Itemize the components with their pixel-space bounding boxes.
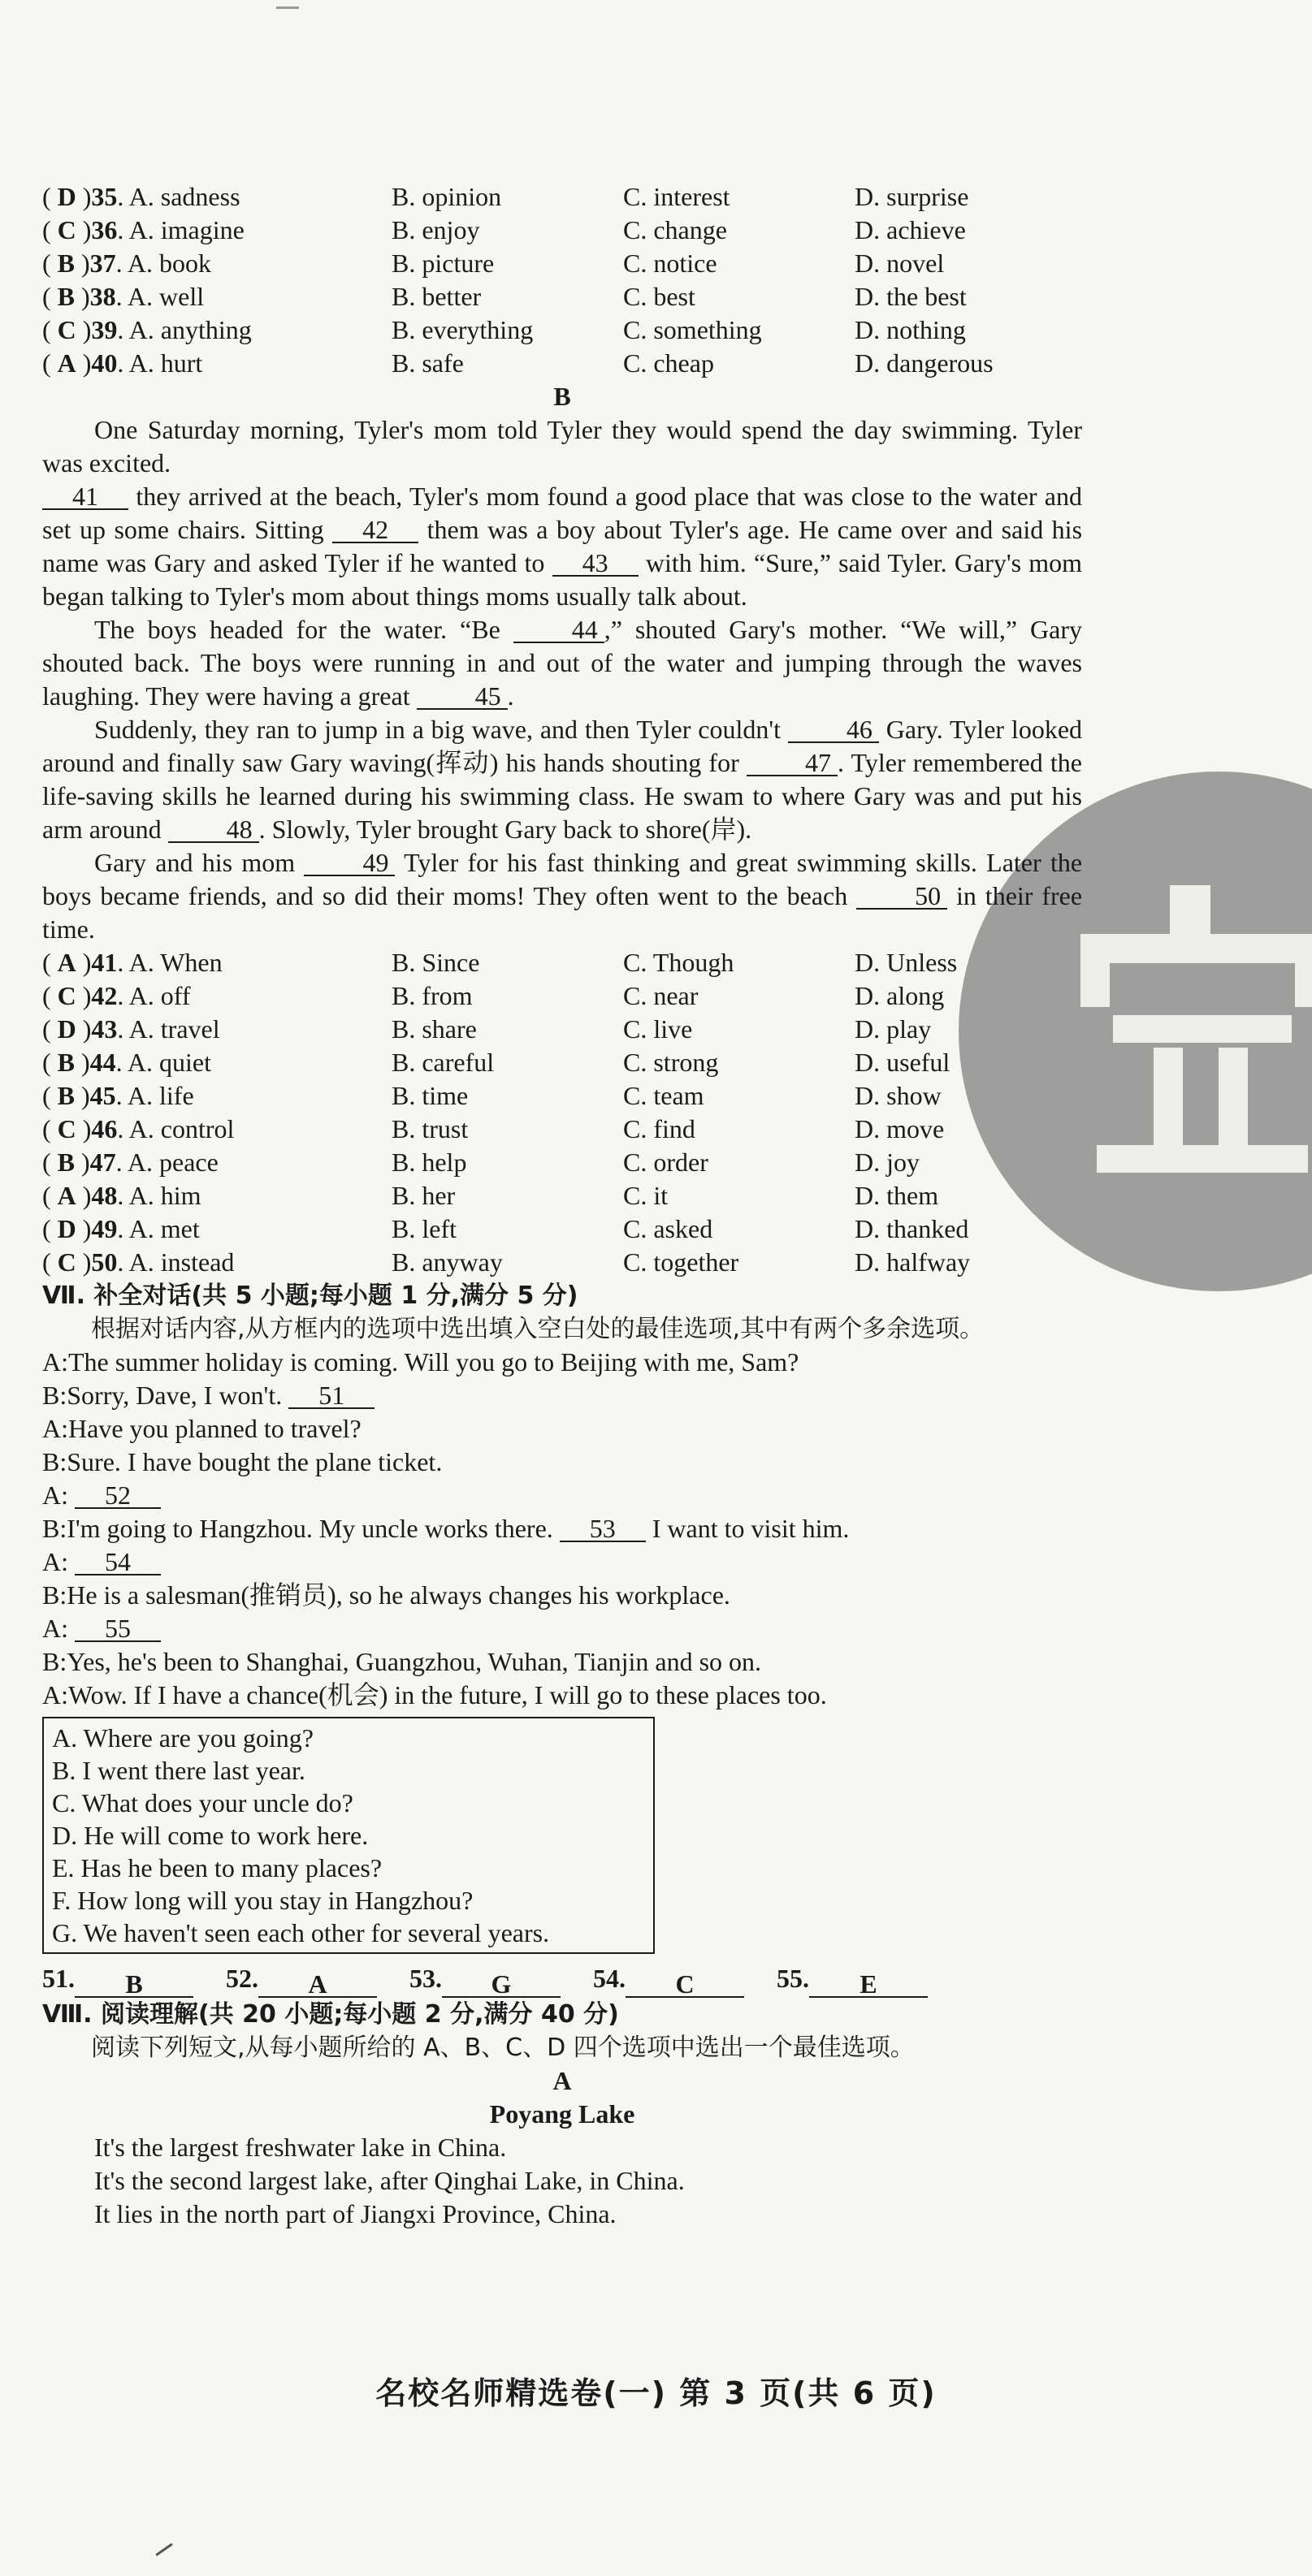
option-b[interactable]: B. everything [392,315,534,344]
passage-b-paragraph-4: Suddenly, they ran to jump in a big wave, and then Tyler couldn't 46 Gary. Tyler looked around and finally saw Gary waving(挥动) his hands shouting for 47 . Tyler remembered the life-saving skills he learned during his swimming class. He swam to where Gary was and put his arm around 48 . Slowly, Tyler brought Gary back to shore(岸). [42,715,1083,844]
question-row [42,1246,1082,1279]
cloze-b-options [42,946,1082,1279]
option-b[interactable]: B. help [392,1148,467,1177]
question-num: 46 [91,1114,118,1143]
dialogue-blank[interactable]: 52 [75,1483,161,1509]
paren-open: ( [42,948,58,977]
passage-b-paragraph-1: One Saturday morning, Tyler's mom told Tyler they would spend the day swimming. Tyler was excited. [42,415,1082,478]
pen-mark [155,2543,172,2556]
paren-close: ) [76,215,92,244]
option-c[interactable]: C. cheap [623,348,714,378]
question-num: 37 [89,249,116,278]
dialogue-line [42,1379,1082,1412]
dialogue-option: D. He will come to work here. [52,1821,369,1850]
question-row [42,1146,1082,1179]
answer-letter: C [57,1247,76,1277]
option-b[interactable]: B. safe [392,348,464,378]
answer-letter: A [57,948,76,977]
answer-number: 55. [777,1964,809,1993]
dialogue-option: B. I went there last year. [52,1756,305,1785]
question-number [42,347,202,380]
answer-letter: D [57,1014,76,1044]
options-box [42,1717,655,1954]
question-number [42,946,223,979]
option-c[interactable]: C. together [623,1247,739,1277]
dot: . [117,315,129,344]
option-b[interactable]: B. opinion [392,182,502,211]
blank-41[interactable]: 41 [42,484,128,510]
option-d[interactable]: D. achieve [855,215,966,244]
option-a[interactable]: A. instead [128,1247,235,1277]
question-num: 39 [91,315,118,344]
option-a[interactable]: A. imagine [128,215,245,244]
dialogue-line [42,1479,1082,1512]
passage-line: It's the largest freshwater lake in China. [94,2133,507,2162]
paren-close: ) [76,981,92,1010]
question-number [42,1179,201,1212]
question-num: 36 [91,215,118,244]
option-b[interactable]: B. enjoy [392,215,480,244]
question-num: 48 [91,1181,118,1210]
dialogue-line [42,1645,1082,1679]
option-c[interactable]: C. notice [623,249,717,278]
dialogue-text: A: [42,1614,68,1643]
option-a[interactable]: A. quiet [127,1048,211,1077]
blank-49[interactable]: 49 [304,850,395,876]
question-row [42,214,1082,247]
paren-open: ( [42,1148,58,1177]
question-row [42,347,1082,380]
answer-letter: C [57,981,76,1010]
dialogue-line [42,1346,1082,1379]
paren-close: ) [75,1081,90,1110]
question-num: 49 [91,1214,118,1243]
dialogue-blank[interactable]: 53 [560,1516,646,1542]
dialogue-text: A:The summer holiday is coming. Will you go to Beijing with me, Sam? [42,1347,799,1377]
dialogue-line [42,1679,1082,1712]
page-footer: 名校名师精选卷(一) 第 3 页(共 6 页) [375,2375,937,2411]
dot: . [115,1081,128,1110]
option-d[interactable]: D. novel [855,249,945,278]
paren-open: ( [42,1014,58,1044]
answer-blank[interactable]: B [75,1972,193,1998]
answer-number: 51. [42,1964,75,1993]
option-c[interactable]: C. something [623,315,762,344]
passage-b-paragraph-2: 41 they arrived at the beach, Tyler's mom found a good place that was close to the water and set up some chairs. Sitting 42 them was a boy about Tyler's age. He came over and said his name was Gary and asked Tyler if he wanted to 43 with him. “Sure,” said Tyler. Gary's mom began talking to Tyler's mom about things moms usually talk about. [42,482,1083,611]
passage-b-heading: B [553,382,571,411]
question-number [42,280,204,313]
paren-close: ) [76,348,92,378]
paren-open: ( [42,1247,58,1277]
option-c[interactable]: C. strong [623,1048,719,1077]
dialogue-text: B:He is a salesman(推销员), so he always changes his workplace. [42,1580,730,1610]
paren-close: ) [76,182,92,211]
dialogue-blank[interactable]: 51 [288,1383,375,1409]
dialogue-line [42,1446,1082,1479]
option-b[interactable]: B. picture [392,249,495,278]
answer-letter: D [57,1214,76,1243]
dot: . [115,1148,128,1177]
dialogue-text: B:Yes, he's been to Shanghai, Guangzhou, Wuhan, Tianjin and so on. [42,1647,762,1676]
paren-close: ) [75,249,90,278]
reading-a-heading: A [552,2066,572,2095]
option-a[interactable]: A. sadness [128,182,240,211]
section-7-title: Ⅶ. 补全对话(共 5 小题;每小题 1 分,满分 5 分) [42,1282,578,1310]
dot: . [115,1048,128,1077]
dialogue-text-after: I want to visit him. [652,1514,850,1543]
paren-close: ) [75,282,90,311]
answer-letter: B [57,1081,75,1110]
passage-title: Poyang Lake [489,2099,635,2129]
question-number [42,979,191,1013]
question-row [42,1079,1082,1113]
option-a[interactable]: A. him [128,1181,201,1210]
dialogue-line [42,1545,1082,1579]
dialogue-option: G. We haven't seen each other for several years. [52,1918,550,1947]
passage-b-paragraph-3: The boys headed for the water. “Be 44 ,” shouted Gary's mother. “We will,” Gary shouted back. The boys were running in and out of the water and jumping through the waves laughing. They were having a great 45 . [42,615,1083,711]
paren-close: ) [76,315,92,344]
option-c[interactable]: C. Though [623,948,734,977]
reading-passage [42,2131,1082,2231]
question-number [42,313,252,347]
dot: . [117,348,129,378]
option-b[interactable]: B. anyway [392,1247,503,1277]
paren-close: ) [76,1247,92,1277]
answer-item [409,1959,561,1998]
option-a[interactable]: A. met [128,1214,200,1243]
blank-46[interactable]: 46 [788,717,879,743]
option-c[interactable]: C. asked [623,1214,713,1243]
option-c[interactable]: C. it [623,1181,669,1210]
answer-letter: A [57,1181,76,1210]
paren-open: ( [42,1214,58,1243]
blank-45[interactable]: 45 [417,684,508,710]
question-number [42,1079,194,1113]
option-d[interactable]: D. along [855,981,945,1010]
dialogue-line [42,1512,1082,1545]
answer-item [42,1959,193,1998]
dialogue-text: B:Sorry, Dave, I won't. [42,1381,283,1410]
question-number [42,1113,234,1146]
paren-close: ) [75,1148,90,1177]
question-num: 43 [91,1014,118,1044]
answer-letter: B [57,282,75,311]
answer-item [777,1959,928,1998]
answer-letter: A [57,348,76,378]
question-number [42,247,211,280]
option-b[interactable]: B. her [392,1181,456,1210]
answer-letter: C [57,315,76,344]
blank-43[interactable]: 43 [552,551,639,577]
paren-close: ) [75,1048,90,1077]
option-b[interactable]: B. Since [392,948,480,977]
dot: . [117,215,129,244]
option-a[interactable]: A. off [128,981,191,1010]
option-c[interactable]: C. live [623,1014,693,1044]
passage-line: It lies in the north part of Jiangxi Province, China. [94,2199,617,2228]
option-d[interactable]: D. thanked [855,1214,969,1243]
question-num: 44 [89,1048,116,1077]
dialogue-line [42,1612,1082,1645]
question-num: 41 [91,948,118,977]
option-c[interactable]: C. best [623,282,695,311]
question-number [42,1013,220,1046]
option-b[interactable]: B. share [392,1014,477,1044]
option-d[interactable]: D. play [855,1014,932,1044]
option-a[interactable]: A. hurt [128,348,203,378]
blank-42[interactable]: 42 [332,517,418,543]
answer-blank[interactable]: A [258,1972,377,1998]
dialogue-text: A:Have you planned to travel? [42,1414,362,1443]
option-d[interactable]: D. nothing [855,315,966,344]
dialogue-text: A:Wow. If I have a chance(机会) in the future, I will go to these places too. [42,1680,827,1709]
option-d[interactable]: D. them [855,1181,939,1210]
blank-47[interactable]: 47 [747,750,838,776]
option-d[interactable]: D. the best [855,282,967,311]
option-d[interactable]: D. surprise [855,182,969,211]
dot: . [117,948,129,977]
question-number [42,180,240,214]
paren-open: ( [42,1048,58,1077]
question-row [42,1013,1082,1046]
blank-44[interactable]: 44 [513,617,604,643]
paren-open: ( [42,348,58,378]
paren-close: ) [76,1214,92,1243]
question-row [42,280,1082,313]
dialogue-option: C. What does your uncle do? [52,1788,353,1817]
option-d[interactable]: D. Unless [855,948,958,977]
question-row [42,1046,1082,1079]
dot: . [117,1114,129,1143]
paren-open: ( [42,315,58,344]
question-row [42,247,1082,280]
option-a[interactable]: A. book [127,249,211,278]
paren-open: ( [42,182,58,211]
dot: . [117,1214,129,1243]
answer-number: 52. [226,1964,258,1993]
paren-open: ( [42,981,58,1010]
paren-open: ( [42,282,58,311]
option-b[interactable]: B. from [392,981,473,1010]
dot: . [117,1014,129,1044]
paren-close: ) [76,1014,92,1044]
passage-b-paragraph-5: Gary and his mom 49 Tyler for his fast thinking and great swimming skills. Later the boys became friends, and so did their moms! They often went to the beach 50 in their free time. [42,848,1083,944]
dialogue-line [42,1579,1082,1612]
dot: . [117,1247,129,1277]
answer-number: 53. [409,1964,442,1993]
option-c[interactable]: C. near [623,981,699,1010]
dialogue-option: E. Has he been to many places? [52,1853,383,1882]
question-number [42,1212,200,1246]
question-row [42,979,1082,1013]
option-d[interactable]: D. joy [855,1148,920,1177]
dialogue-answers [42,1959,1082,1998]
question-number [42,1246,234,1279]
dialogue-text: A: [42,1480,68,1510]
option-c[interactable]: C. interest [623,182,730,211]
scan-mark [276,6,299,9]
option-c[interactable]: C. team [623,1081,704,1110]
question-num: 45 [89,1081,116,1110]
question-num: 42 [91,981,118,1010]
option-b[interactable]: B. left [392,1214,457,1243]
dialogue-blank[interactable]: 54 [75,1549,161,1575]
question-num: 40 [91,348,118,378]
question-row [42,1113,1082,1146]
cloze-a-options [42,180,1082,380]
option-c[interactable]: C. change [623,215,727,244]
option-a[interactable]: A. life [127,1081,194,1110]
question-num: 50 [91,1247,118,1277]
option-d[interactable]: D. move [855,1114,945,1143]
blank-48[interactable]: 48 [168,817,259,843]
option-d[interactable]: D. dangerous [855,348,994,378]
answer-letter: B [57,1148,75,1177]
option-d[interactable]: D. show [855,1081,942,1110]
question-num: 38 [89,282,116,311]
paren-open: ( [42,1114,58,1143]
section-8-title: Ⅷ. 阅读理解(共 20 小题;每小题 2 分,满分 40 分) [42,2000,619,2029]
paren-open: ( [42,215,58,244]
option-d[interactable]: D. useful [855,1048,950,1077]
question-number [42,214,245,247]
answer-letter: C [57,215,76,244]
answer-item [226,1959,377,1998]
dot: . [115,282,128,311]
question-number [42,1146,219,1179]
answer-blank[interactable]: G [442,1972,561,1998]
option-b[interactable]: B. better [392,282,482,311]
answer-blank[interactable]: C [626,1972,744,1998]
dialogue-text: A: [42,1547,68,1576]
answer-letter: B [57,249,75,278]
option-c[interactable]: C. order [623,1148,708,1177]
dialogue-line [42,1412,1082,1446]
option-d[interactable]: D. halfway [855,1247,971,1277]
question-row [42,1212,1082,1246]
dialogue-blank[interactable]: 55 [75,1616,161,1642]
answer-number: 54. [593,1964,626,1993]
dialogue-option: A. Where are you going? [52,1723,314,1753]
option-a[interactable]: A. anything [128,315,252,344]
paren-open: ( [42,1081,58,1110]
paren-close: ) [76,1114,92,1143]
answer-blank[interactable]: E [809,1972,928,1998]
dialogue-text: B:Sure. I have bought the plane ticket. [42,1447,443,1476]
option-a[interactable]: A. When [128,948,223,977]
option-b[interactable]: B. trust [392,1114,469,1143]
option-a[interactable]: A. travel [128,1014,220,1044]
option-a[interactable]: A. control [128,1114,235,1143]
dialogue-text: B:I'm going to Hangzhou. My uncle works there. [42,1514,553,1543]
dot: . [117,182,129,211]
question-num: 47 [89,1148,116,1177]
exam-content [42,180,1082,2231]
question-row [42,1179,1082,1212]
option-b[interactable]: B. time [392,1081,469,1110]
dialogue-option: F. How long will you stay in Hangzhou? [52,1886,474,1915]
section-8-instruction: 阅读下列短文,从每小题所给的 A、B、C、D 四个选项中选出一个最佳选项。 [91,2034,915,2062]
blank-50[interactable]: 50 [856,884,947,910]
answer-letter: B [57,1048,75,1077]
answer-letter: D [57,182,76,211]
question-num: 35 [91,182,118,211]
option-c[interactable]: C. find [623,1114,695,1143]
paren-open: ( [42,249,58,278]
question-row [42,946,1082,979]
question-row [42,180,1082,214]
section-7-instruction: 根据对话内容,从方框内的选项中选出填入空白处的最佳选项,其中有两个多余选项。 [91,1315,985,1343]
option-a[interactable]: A. peace [127,1148,219,1177]
dot: . [117,981,129,1010]
option-a[interactable]: A. well [127,282,205,311]
watermark-glyph [1048,877,1312,1186]
paren-close: ) [76,948,92,977]
dot: . [115,249,128,278]
dialogue [42,1346,1082,1712]
dot: . [117,1181,129,1210]
passage-line: It's the second largest lake, after Qinghai Lake, in China. [94,2166,685,2195]
paren-open: ( [42,1181,58,1210]
answer-item [593,1959,744,1998]
answer-letter: C [57,1114,76,1143]
question-row [42,313,1082,347]
paren-close: ) [76,1181,92,1210]
question-number [42,1046,211,1079]
option-b[interactable]: B. careful [392,1048,495,1077]
